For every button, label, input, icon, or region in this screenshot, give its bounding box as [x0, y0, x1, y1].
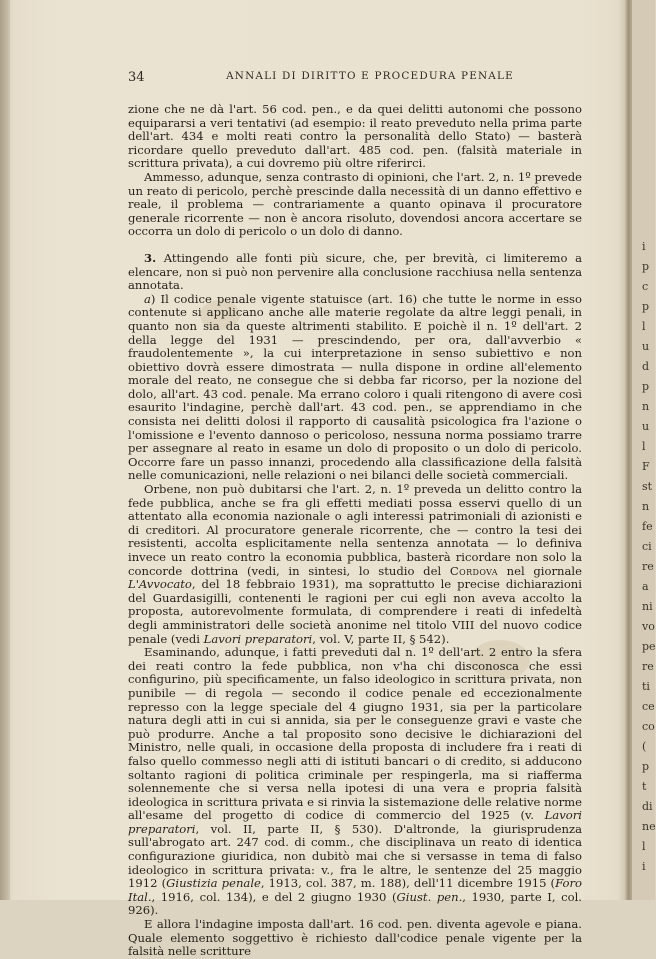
facing-page-fragment: d [642, 360, 650, 373]
facing-page-fragment: u [642, 420, 650, 433]
facing-page-fragment: co [642, 720, 655, 733]
page-header [128, 70, 592, 85]
text-run: , 1913, col. 387, m. 188), dell'11 dicembre 1915 ( [260, 876, 556, 891]
article-body [128, 102, 583, 959]
facing-page-edge [632, 0, 655, 900]
italic-text: Giustizia penale [166, 876, 261, 891]
text-run: ) Il codice penale vigente statuisce (art. 16) che tutte le norme in esso contenute si applicano anche alle materie regolate da altre leggi penali, in quanto non sia da queste altrimenti stabilito. E poichè il n. 1º dell'art. 2 della legge del 1931 — prescindendo, per ora, dall'avverbio « fraudolentemente », la cui interpretazione in senso subiettivo e non obiettivo dovrà essere dimostrata — nulla dispone in ordine all'elemento morale del reato, ne consegue che si debba far ricorso, per la nozione del dolo, all'art. 43 cod. penale. Ma errano coloro i quali ritengono di avere così esaurito l'indagine, perchè dall'art. 43 cod. pen., se apprendiamo in che consista nei delitti dolosi il rapporto di causalità psicologica fra l'azione o l'omissione e l'evento dannoso o pericoloso, nessuna norma possiamo trarre per assegnare al reato in esame un dolo di proposito o un dolo di pericolo. Occorre fare un passo innanzi, procedendo alla classificazione della falsità nelle comunicazioni, nelle relazioni o nei bilanci delle società commerciali. [128, 291, 582, 483]
facing-page-fragment: ni [642, 600, 653, 613]
facing-page-fragment: n [642, 400, 650, 413]
facing-page-fragment: fe [642, 520, 653, 533]
italic-text: Lavori preparatori [203, 631, 313, 646]
facing-page-fragment: re [642, 560, 654, 573]
facing-page-fragment: p [642, 760, 650, 773]
bold-text: 3. [144, 250, 157, 265]
facing-page-fragment: F [642, 460, 650, 473]
paragraph [128, 483, 582, 646]
facing-page-fragment: pe [642, 640, 656, 653]
paragraph [128, 646, 582, 918]
facing-page-fragment: t [642, 780, 647, 793]
paragraph [128, 103, 582, 171]
text-run: Orbene, non può dubitarsi che l'art. 2, n. 1º preveda un delitto contro la fede pubblica, anche se fra gli effetti mediati possa esservi quello di un attentato alla economia nazionale o agli interessi patrimoniali di azionisti e di creditori. Al procuratore generale ricorrente, che — contro la tesi dei resistenti, accolta esplicitamente nella sentenza annotata — lo definiva invece un reato contro la economia pubblica, basterà ricordare non solo la concorde dottrina (vedi, in sintesi, lo studio del [128, 482, 582, 578]
facing-page-fragment: ti [642, 680, 650, 693]
facing-page-fragment: p [642, 260, 650, 273]
text-run: nel giornale [497, 563, 582, 578]
paragraph [128, 171, 582, 239]
facing-page-fragment: p [642, 300, 650, 313]
facing-page-fragment: u [642, 340, 650, 353]
italic-text: Lavori preparatori [128, 808, 582, 836]
facing-page-fragment: ne [642, 820, 656, 833]
facing-page-fragment: l [642, 320, 646, 333]
paragraph [128, 293, 582, 483]
facing-page-fragment: p [642, 380, 650, 393]
page-number: 34 [128, 70, 145, 85]
italic-text: a [144, 291, 151, 306]
text-run: , vol. V, parte II, § 542). [312, 631, 450, 646]
facing-page-fragment: i [642, 860, 646, 873]
facing-page-fragment: l [642, 840, 646, 853]
book-spine [624, 0, 632, 900]
facing-page-fragment: ce [642, 700, 655, 713]
facing-page-fragment: a [642, 580, 649, 593]
facing-page-fragment: di [642, 800, 653, 813]
text-run: , del 18 febbraio 1931), ma soprattutto le precise dichiarazioni del Guardasigilli, contenenti le ragioni per cui egli non aveva accolto la proposta, autorevolmente formulata, di comprendere i reati di infedeltà degli amministratori delle società anonime nel titolo VIII del nuovo codice penale (vedi [128, 577, 582, 646]
paragraph [128, 918, 582, 959]
facing-page-fragment: ( [642, 740, 647, 753]
running-title: ANNALI DI DIRITTO E PROCEDURA PENALE [226, 70, 514, 82]
text-run: , vol. II, parte II, § 530). D'altronde, la giurisprudenza sull'abrogato art. 247 cod. di comm., che disciplinava un reato di identica configurazione giuridica, non dubitò mai che si versasse in tema di falso ideologico in scrittura privata: v., fra le altre, le sentenze del 25 maggio 1912 ( [128, 821, 582, 891]
facing-page-fragment: l [642, 440, 646, 453]
facing-page-fragment: ci [642, 540, 652, 553]
text-run: Ammesso, adunque, senza contrasto di opinioni, che l'art. 2, n. 1º prevede un reato di pericolo, perchè prescinde dalla necessità di un danno effettivo e reale, il problema — contrariamente a quanto opinava il procuratore generale ricorrente — non è ancora risoluto, dovendosi ancora accertare se occorra un dolo di pericolo o un dolo di danno. [128, 169, 582, 239]
italic-text: L'Avvocato [128, 577, 192, 592]
facing-page-fragment: c [642, 280, 649, 293]
facing-page-fragment: i [642, 240, 646, 253]
page-gutter [0, 0, 10, 900]
facing-page-fragment: re [642, 660, 654, 673]
facing-page-fragment: st [642, 480, 653, 493]
text-run: , 1916, col. 134), e del 2 giugno 1930 ( [151, 889, 397, 904]
text-run: zione che ne dà l'art. 56 cod. pen., e da quei delitti autonomi che possono equipararsi a veri tentativi (ad esempio: il reato preveduto nella prima parte dell'art. 434 e molti reati contro la personalità dello Stato) — basterà ricordare quello preveduto dall'art. 485 cod. pen. (falsità materiale in scrittura privata), a cui dovremo più oltre riferirci. [128, 102, 582, 171]
text-run: , 1930, parte I, col. 926). [128, 889, 582, 918]
facing-page-fragment: n [642, 500, 650, 513]
text-run: E allora l'indagine imposta dall'art. 16 cod. pen. diventa agevole e piana. Quale elemento soggettivo è richiesto dall'codice penale vigente per la falsità nelle scritture [128, 917, 582, 959]
facing-page-fragment: vo [642, 620, 655, 633]
italic-text: Foro Ital. [128, 876, 583, 904]
text-run: Attingendo alle fonti più sicure, che, per brevità, ci limiteremo a elencare, non si può non pervenire alla conclusione racchiusa nella sentenza annotata. [128, 250, 582, 293]
section-paragraph [128, 252, 582, 293]
italic-text: Giust. pen. [396, 889, 463, 904]
small-caps-text: Cordova [449, 563, 498, 578]
text-run: Esaminando, adunque, i fatti preveduti dal n. 1º dell'art. 2 entro la sfera dei reati contro la fede pubblica, non v'ha chi disconosca che essi configurino, più specificamente, un falso ideologico in scrittura privata, non punibile — di regola — secondo il codice penale ed eccezionalmente represso con la legge speciale del 4 giugno 1931, sia per la particolare natura degli atti in cui si annida, sia per le conseguenze gravi e vaste che può produrre. Anche a tal proposito sono decisive le dichiarazioni del Ministro, nelle quali, in occasione della proposta di includere fra i reati di falso quello commesso negli atti di istituti bancari o di credito, si adducono soltanto ragioni di politica criminale per respingerla, ma si riafferma solennemente che si versa nella ipotesi di una vera e propria falsità ideologica in scrittura privata e si rinvia la sistemazione delle relative norme all'esame del progetto di codice di commercio del 1925 (v. [128, 645, 582, 823]
